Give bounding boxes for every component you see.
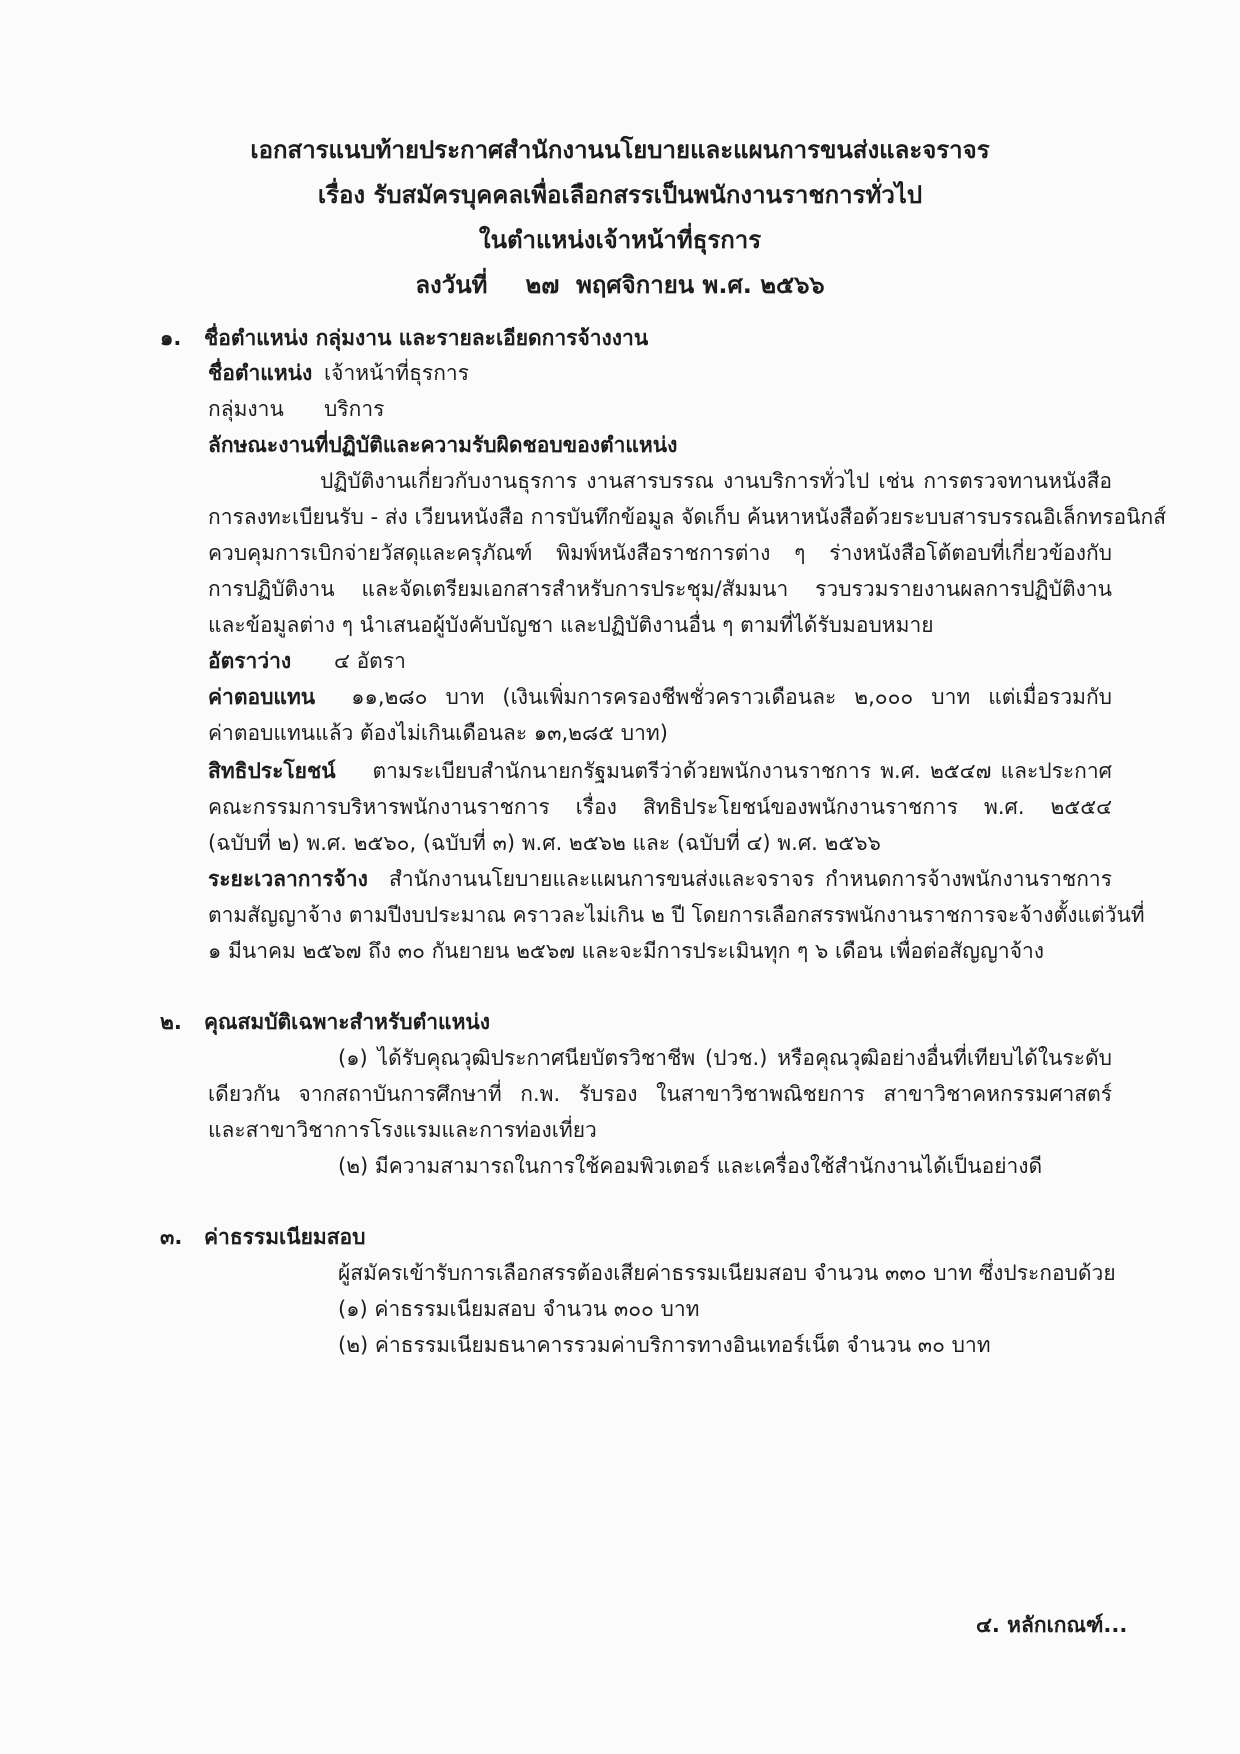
section-number: ๒. (160, 1010, 182, 1034)
term-label: ระยะเวลาการจ้าง (208, 867, 368, 891)
duties-line: ปฏิบัติงานเกี่ยวกับงานธุรการ งานสารบรรณ งานบริการทั่วไป เช่น การตรวจทานหนังสือ (320, 469, 1112, 493)
group-row (208, 394, 384, 424)
qualification-line: เดียวกัน จากสถาบันการศึกษาที่ ก.พ. รับรอง ในสาขาวิชาพณิชยการ สาขาวิชาคหกรรมศาสตร์ (208, 1082, 1112, 1106)
benefit-label: สิทธิประโยชน์ (208, 759, 336, 783)
header-line-3: ในตำแหน่งเจ้าหน้าที่ธุรการ (478, 226, 762, 254)
document-header (0, 128, 1240, 308)
duties-line: ควบคุมการเบิกจ่ายวัสดุและครุภัณฑ์ พิมพ์หนังสือราชการต่าง ๆ ร่างหนังสือโต้ตอบที่เกี่ยวข้องกับ (208, 541, 1112, 565)
date-day: ๒๗ (525, 271, 560, 299)
section-number: ๑. (160, 326, 182, 350)
section-number: ๓. (160, 1225, 183, 1249)
qualification-line: (๒) มีความสามารถในการใช้คอมพิวเตอร์ และเครื่องใช้สำนักงานได้เป็นอย่างดี (338, 1154, 1043, 1178)
pay-line: ๑๑,๒๘๐ บาท (เงินเพิ่มการครองชีพชั่วคราวเดือนละ ๒,๐๐๐ บาท แต่เมื่อรวมกับ (351, 685, 1113, 709)
term-line: สำนักงานนโยบายและแผนการขนส่งและจราจร กำหนดการจ้างพนักงานราชการ (389, 867, 1112, 891)
pay-row (208, 682, 1112, 712)
section-2-heading: ๒. คุณสมบัติเฉพาะสำหรับตำแหน่ง (160, 1007, 490, 1037)
benefit-line: ตามระเบียบสำนักนายกรัฐมนตรีว่าด้วยพนักงานราชการ พ.ศ. ๒๕๔๗ และประกาศ (372, 759, 1112, 783)
benefit-line: (ฉบับที่ ๒) พ.ศ. ๒๕๖๐, (ฉบับที่ ๓) พ.ศ. ๒๕๖๒ และ (ฉบับที่ ๔) พ.ศ. ๒๕๖๖ (208, 831, 881, 855)
term-row (208, 864, 1112, 894)
fee-item: (๒) ค่าธรรมเนียมธนาคารรวมค่าบริการทางอินเทอร์เน็ต จำนวน ๓๐ บาท (338, 1333, 991, 1357)
pay-line: ค่าตอบแทนแล้ว ต้องไม่เกินเดือนละ ๑๓,๒๘๕ บาท) (208, 721, 668, 745)
position-label: ชื่อตำแหน่ง (208, 361, 313, 385)
vacancy-value: ๔ อัตรา (334, 649, 406, 673)
continuation-note: ๔. หลักเกณฑ์... (976, 1613, 1128, 1637)
position-value: เจ้าหน้าที่ธุรการ (324, 361, 469, 385)
section-3-heading: ๓. ค่าธรรมเนียมสอบ (160, 1222, 366, 1252)
term-line: ตามสัญญาจ้าง ตามปีงบประมาณ คราวละไม่เกิน ๒ ปี โดยการเลือกสรรพนักงานราชการจะจ้างตั้งแต่วันที่ (208, 903, 1145, 927)
vacancy-label: อัตราว่าง (208, 649, 292, 673)
date-prefix: ลงวันที่ (415, 271, 488, 299)
duties-heading: ลักษณะงานที่ปฏิบัติและความรับผิดชอบของตำแหน่ง (208, 433, 678, 457)
fee-intro: ผู้สมัครเข้ารับการเลือกสรรต้องเสียค่าธรรมเนียมสอบ จำนวน ๓๓๐ บาท ซึ่งประกอบด้วย (338, 1261, 1116, 1285)
duties-line: การลงทะเบียนรับ - ส่ง เวียนหนังสือ การบันทึกข้อมูล จัดเก็บ ค้นหาหนังสือด้วยระบบสารบรรณอิเล็กทรอนิกส์ (208, 505, 1167, 529)
fee-item: (๑) ค่าธรรมเนียมสอบ จำนวน ๓๐๐ บาท (338, 1297, 700, 1321)
date-month-year: พฤศจิกายน พ.ศ. ๒๕๖๖ (576, 271, 825, 299)
header-date-line (0, 263, 1240, 308)
section-1-heading: ๑. ชื่อตำแหน่ง กลุ่มงาน และรายละเอียดการจ้างงาน (160, 323, 648, 353)
term-line: ๑ มีนาคม ๒๕๖๗ ถึง ๓๐ กันยายน ๒๕๖๗ และจะมีการประเมินทุก ๆ ๖ เดือน เพื่อต่อสัญญาจ้าง (208, 939, 1045, 963)
group-label: กลุ่มงาน (208, 397, 284, 421)
benefit-row (208, 756, 1112, 786)
group-value: บริการ (324, 397, 385, 421)
duties-line: การปฏิบัติงาน และจัดเตรียมเอกสารสำหรับการประชุม/สัมมนา รวบรวมรายงานผลการปฏิบัติงาน (208, 577, 1112, 601)
header-line-1: เอกสารแนบท้ายประกาศสำนักงานนโยบายและแผนการขนส่งและจราจร (250, 136, 990, 164)
pay-label: ค่าตอบแทน (208, 685, 316, 709)
vacancy-row (208, 646, 406, 676)
qualification-line: และสาขาวิชาการโรงแรมและการท่องเที่ยว (208, 1118, 597, 1142)
position-row (208, 358, 469, 388)
duties-line: และข้อมูลต่าง ๆ นำเสนอผู้บังคับบัญชา และปฏิบัติงานอื่น ๆ ตามที่ได้รับมอบหมาย (208, 613, 934, 637)
qualification-line: (๑) ได้รับคุณวุฒิประกาศนียบัตรวิชาชีพ (ปวช.) หรือคุณวุฒิอย่างอื่นที่เทียบได้ในระดับ (338, 1046, 1112, 1070)
benefit-line: คณะกรรมการบริหารพนักงานราชการ เรื่อง สิทธิประโยชน์ของพนักงานราชการ พ.ศ. ๒๕๕๔ (208, 795, 1112, 819)
header-line-2: เรื่อง รับสมัครบุคคลเพื่อเลือกสรรเป็นพนักงานราชการทั่วไป (317, 181, 923, 209)
